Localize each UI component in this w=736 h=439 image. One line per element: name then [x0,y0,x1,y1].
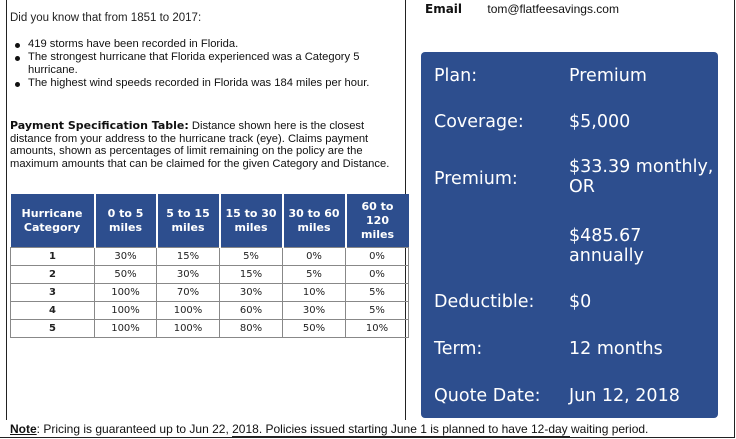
email-address[interactable]: tom@flatfeesavings.com [487,2,619,16]
term-value: 12 months [569,339,663,359]
deductible-label: Deductible: [434,292,535,312]
table-cell: 100% [95,302,157,320]
intro-text: Did you know that from 1851 to 2017: [10,12,202,24]
table-row [11,266,409,284]
fact-item: The highest wind speeds recorded in Florida was 184 miles per hour. [10,77,390,90]
table-row [11,320,409,338]
email-label: Email [425,2,463,16]
table-cell: 100% [95,284,157,302]
table-cell: 70% [157,284,220,302]
table-cell: 30% [283,302,346,320]
premium-annual: $485.67 annually [569,226,644,266]
table-cell: 4 [11,302,95,320]
note-divider [232,436,570,437]
header-0-5: 0 to 5 miles [95,194,157,248]
table-cell: 5% [283,266,346,284]
table-row [11,284,409,302]
table-cell: 2 [11,266,95,284]
premium-label: Premium: [434,169,518,189]
table-cell: 5% [346,302,409,320]
deductible-value: $0 [569,292,592,312]
fact-item: 419 storms have been recorded in Florida. [10,38,390,51]
table-cell: 100% [157,302,220,320]
note-text: : Pricing is guaranteed up to Jun 22, 2018. Policies issued starting June 1 is planned to have 12-day waiting period. [36,422,649,436]
table-cell: 5% [220,248,283,266]
table-cell: 100% [157,320,220,338]
table-cell: 80% [220,320,283,338]
spec-title: Payment Specification Table: [10,119,189,132]
table-cell: 1 [11,248,95,266]
plan-label: Plan: [434,66,478,86]
table-row [11,248,409,266]
table-cell: 0% [346,266,409,284]
table-cell: 10% [283,284,346,302]
header-60-120: 60 to 120 miles [346,194,409,248]
header-30-60: 30 to 60 miles [283,194,346,248]
coverage-label: Coverage: [434,112,524,132]
table-cell: 50% [283,320,346,338]
term-label: Term: [434,339,483,359]
pricing-note [10,422,648,436]
table-cell: 60% [220,302,283,320]
quote-card [421,52,718,418]
premium-monthly: $33.39 monthly, OR [569,157,714,197]
note-label: Note [10,422,37,436]
spec-description-text: Distance shown here is the closest distance from your address to the hurricane track (eye). Claims payment amounts, shown as percentages of limit remaining on the policy are the maximum amounts that can be claimed for the given Category and Distance. [10,120,390,170]
table-cell: 50% [95,266,157,284]
table-cell: 0% [283,248,346,266]
table-cell: 5% [346,284,409,302]
facts-list [10,38,390,90]
table-cell: 5 [11,320,95,338]
table-row [11,302,409,320]
fact-item: The strongest hurricane that Florida experienced was a Category 5 hurricane. [10,51,390,77]
table-cell: 30% [95,248,157,266]
table-cell: 15% [157,248,220,266]
spec-description [10,120,402,170]
table-cell: 30% [157,266,220,284]
header-15-30: 15 to 30 miles [220,194,283,248]
header-category: Hurricane Category [11,194,95,248]
contact-email-row [425,2,619,16]
table-cell: 3 [11,284,95,302]
plan-value: Premium [569,66,647,86]
table-cell: 10% [346,320,409,338]
header-5-15: 5 to 15 miles [157,194,220,248]
coverage-value: $5,000 [569,112,631,132]
quote-date-value: Jun 12, 2018 [569,386,680,406]
payment-spec-table [10,194,409,338]
table-cell: 100% [95,320,157,338]
table-cell: 30% [220,284,283,302]
table-header-row [11,194,409,248]
quote-date-label: Quote Date: [434,386,541,406]
table-cell: 0% [346,248,409,266]
table-cell: 15% [220,266,283,284]
